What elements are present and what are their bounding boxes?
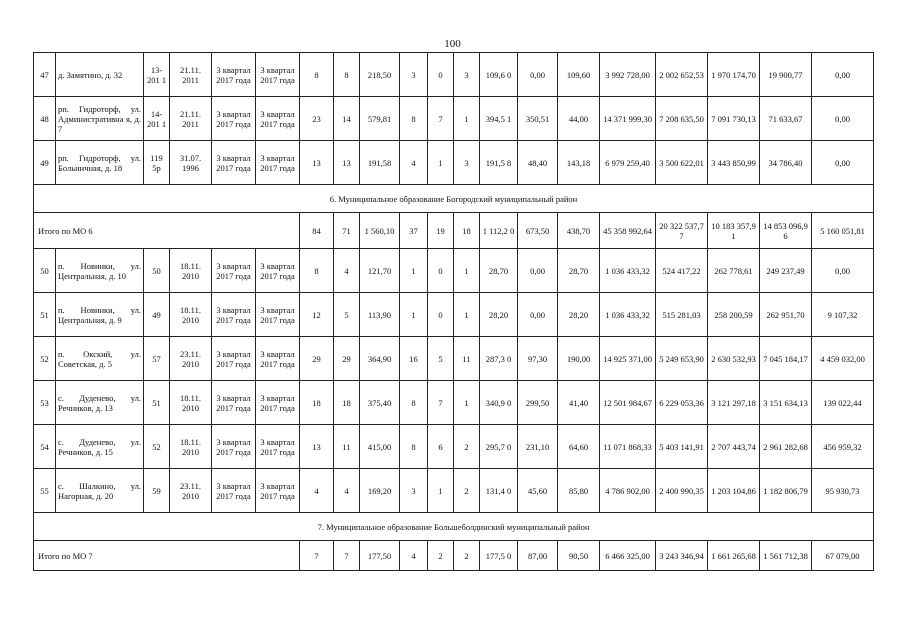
address-cell: рп. Гидроторф, ул. Больничная, д. 18: [56, 141, 144, 185]
value-cell: 45,60: [518, 469, 558, 513]
planned-quarter: 3 квартал 2017 года: [212, 293, 256, 337]
value-cell: 5: [334, 293, 360, 337]
address-cell: рп. Гидроторф, ул. Административна я, д. 7: [56, 97, 144, 141]
planned-quarter: 3 квартал 2017 года: [212, 381, 256, 425]
value-cell: 515 281,03: [656, 293, 708, 337]
value-cell: 0,00: [518, 53, 558, 97]
value-cell: 0: [428, 53, 454, 97]
value-cell: 2 002 652,53: [656, 53, 708, 97]
row-number: 54: [34, 425, 56, 469]
value-cell: 95 930,73: [812, 469, 874, 513]
total-value: 1 560,10: [360, 213, 400, 249]
value-cell: 109,6 0: [480, 53, 518, 97]
value-cell: 1 036 433,32: [600, 293, 656, 337]
value-cell: 249 237,49: [760, 249, 812, 293]
value-cell: 3: [400, 469, 428, 513]
total-value: 7: [334, 541, 360, 571]
total-value: 673,50: [518, 213, 558, 249]
table-row: [34, 469, 874, 513]
value-cell: 5: [428, 337, 454, 381]
total-value: 14 853 096,96: [760, 213, 812, 249]
value-cell: 4: [300, 469, 334, 513]
total-value: 177,5 0: [480, 541, 518, 571]
document-date: 18.11. 2010: [170, 293, 212, 337]
total-value: 6 466 325,00: [600, 541, 656, 571]
value-cell: 2 961 282,68: [760, 425, 812, 469]
value-cell: 1: [428, 469, 454, 513]
value-cell: 12: [300, 293, 334, 337]
value-cell: 3 500 622,01: [656, 141, 708, 185]
deadline-quarter: 3 квартал 2017 года: [256, 53, 300, 97]
value-cell: 97,30: [518, 337, 558, 381]
deadline-quarter: 3 квартал 2017 года: [256, 249, 300, 293]
value-cell: 139 022,44: [812, 381, 874, 425]
document-date: 18.11. 2010: [170, 249, 212, 293]
row-number: 49: [34, 141, 56, 185]
value-cell: 131,4 0: [480, 469, 518, 513]
document-date: 18.11. 2010: [170, 381, 212, 425]
row-number: 55: [34, 469, 56, 513]
value-cell: 364,90: [360, 337, 400, 381]
value-cell: 295,7 0: [480, 425, 518, 469]
deadline-quarter: 3 квартал 2017 года: [256, 425, 300, 469]
total-value: 2: [428, 541, 454, 571]
value-cell: 1: [400, 293, 428, 337]
value-cell: 258 200,59: [708, 293, 760, 337]
value-cell: 3 443 850,99: [708, 141, 760, 185]
value-cell: 394,5 1: [480, 97, 518, 141]
value-cell: 143,18: [558, 141, 600, 185]
total-label: Итого по МО 6: [34, 213, 300, 249]
total-value: 19: [428, 213, 454, 249]
value-cell: 4 786 902,00: [600, 469, 656, 513]
value-cell: 231,10: [518, 425, 558, 469]
deadline-quarter: 3 квартал 2017 года: [256, 469, 300, 513]
value-cell: 7 208 635,50: [656, 97, 708, 141]
row-number: 53: [34, 381, 56, 425]
value-cell: 44,00: [558, 97, 600, 141]
value-cell: 28,20: [558, 293, 600, 337]
value-cell: 262 951,70: [760, 293, 812, 337]
value-cell: 3: [454, 53, 480, 97]
value-cell: 262 778,61: [708, 249, 760, 293]
value-cell: 350,51: [518, 97, 558, 141]
total-value: 7: [300, 541, 334, 571]
value-cell: 34 786,40: [760, 141, 812, 185]
value-cell: 7 045 184,17: [760, 337, 812, 381]
document-number: 59: [144, 469, 170, 513]
value-cell: 5 249 653,90: [656, 337, 708, 381]
total-value: 1 661 265,68: [708, 541, 760, 571]
total-value: 20 322 537,77: [656, 213, 708, 249]
value-cell: 6 229 053,36: [656, 381, 708, 425]
value-cell: 3: [400, 53, 428, 97]
value-cell: 191,58: [360, 141, 400, 185]
value-cell: 6 979 259,40: [600, 141, 656, 185]
value-cell: 85,80: [558, 469, 600, 513]
value-cell: 11: [454, 337, 480, 381]
value-cell: 13: [334, 141, 360, 185]
total-value: 71: [334, 213, 360, 249]
value-cell: 1: [428, 141, 454, 185]
value-cell: 5 403 141,91: [656, 425, 708, 469]
value-cell: 4 459 032,00: [812, 337, 874, 381]
total-value: 5 160 051,81: [812, 213, 874, 249]
value-cell: 1: [454, 249, 480, 293]
row-number: 48: [34, 97, 56, 141]
value-cell: 1 203 104,86: [708, 469, 760, 513]
value-cell: 1 036 433,32: [600, 249, 656, 293]
planned-quarter: 3 квартал 2017 года: [212, 337, 256, 381]
value-cell: 169,20: [360, 469, 400, 513]
value-cell: 16: [400, 337, 428, 381]
address-cell: д. Замятино, д. 32: [56, 53, 144, 97]
value-cell: 18: [300, 381, 334, 425]
value-cell: 0,00: [518, 293, 558, 337]
document-number: 52: [144, 425, 170, 469]
total-value: 1 561 712,38: [760, 541, 812, 571]
document-number: 49: [144, 293, 170, 337]
document-number: 57: [144, 337, 170, 381]
total-value: 3 243 346,94: [656, 541, 708, 571]
total-value: 90,50: [558, 541, 600, 571]
value-cell: 6: [428, 425, 454, 469]
planned-quarter: 3 квартал 2017 года: [212, 249, 256, 293]
value-cell: 1: [454, 97, 480, 141]
value-cell: 8: [400, 425, 428, 469]
table-row: [34, 381, 874, 425]
value-cell: 13: [300, 141, 334, 185]
value-cell: 9 107,32: [812, 293, 874, 337]
value-cell: 19 900,77: [760, 53, 812, 97]
total-value: 177,50: [360, 541, 400, 571]
value-cell: 71 633,67: [760, 97, 812, 141]
value-cell: 375,40: [360, 381, 400, 425]
value-cell: 0,00: [518, 249, 558, 293]
value-cell: 48,40: [518, 141, 558, 185]
section-title: 7. Муниципальное образование Большеболдинский муниципальный район: [34, 513, 874, 541]
value-cell: 1: [454, 381, 480, 425]
value-cell: 415,00: [360, 425, 400, 469]
value-cell: 8: [400, 97, 428, 141]
document-number: 119 5р: [144, 141, 170, 185]
value-cell: 28,70: [558, 249, 600, 293]
section-row: [34, 513, 874, 541]
total-row: [34, 213, 874, 249]
document-date: 21.11. 2011: [170, 53, 212, 97]
document-date: 21.11. 2011: [170, 97, 212, 141]
value-cell: 18: [334, 381, 360, 425]
value-cell: 13: [300, 425, 334, 469]
value-cell: 3 151 634,13: [760, 381, 812, 425]
value-cell: 14 371 999,30: [600, 97, 656, 141]
address-cell: с. Шалкино, ул. Нагорная, д. 20: [56, 469, 144, 513]
total-label: Итого по МО 7: [34, 541, 300, 571]
value-cell: 8: [334, 53, 360, 97]
value-cell: 0: [428, 293, 454, 337]
total-value: 84: [300, 213, 334, 249]
value-cell: 4: [400, 141, 428, 185]
table-row: [34, 425, 874, 469]
deadline-quarter: 3 квартал 2017 года: [256, 337, 300, 381]
value-cell: 12 501 984,67: [600, 381, 656, 425]
row-number: 51: [34, 293, 56, 337]
value-cell: 8: [400, 381, 428, 425]
document-number: 50: [144, 249, 170, 293]
total-value: 18: [454, 213, 480, 249]
total-value: 37: [400, 213, 428, 249]
document-number: 14-201 1: [144, 97, 170, 141]
value-cell: 2 630 532,93: [708, 337, 760, 381]
planned-quarter: 3 квартал 2017 года: [212, 469, 256, 513]
planned-quarter: 3 квартал 2017 года: [212, 425, 256, 469]
value-cell: 28,20: [480, 293, 518, 337]
table-row: [34, 293, 874, 337]
value-cell: 287,3 0: [480, 337, 518, 381]
value-cell: 2 400 990,35: [656, 469, 708, 513]
row-number: 52: [34, 337, 56, 381]
value-cell: 29: [300, 337, 334, 381]
value-cell: 191,5 8: [480, 141, 518, 185]
value-cell: 3 992 728,00: [600, 53, 656, 97]
value-cell: 8: [300, 249, 334, 293]
document-number: 51: [144, 381, 170, 425]
value-cell: 4: [334, 249, 360, 293]
total-value: 45 358 992,64: [600, 213, 656, 249]
address-cell: п. Окский, ул. Советская, д. 5: [56, 337, 144, 381]
address-cell: с. Дуденево, ул. Речников, д. 13: [56, 381, 144, 425]
total-value: 67 079,00: [812, 541, 874, 571]
address-cell: п. Новинки, ул. Центральная, д. 9: [56, 293, 144, 337]
value-cell: 7: [428, 381, 454, 425]
table-row: [34, 141, 874, 185]
value-cell: 3: [454, 141, 480, 185]
address-cell: п. Новинки, ул. Центральная, д. 10: [56, 249, 144, 293]
value-cell: 7 091 730,13: [708, 97, 760, 141]
document-date: 31.07. 1996: [170, 141, 212, 185]
total-value: 10 183 357,91: [708, 213, 760, 249]
value-cell: 0: [428, 249, 454, 293]
value-cell: 1: [400, 249, 428, 293]
address-cell: с. Дуденево, ул. Речников, д. 15: [56, 425, 144, 469]
value-cell: 2: [454, 425, 480, 469]
value-cell: 113,90: [360, 293, 400, 337]
document-date: 23.11. 2010: [170, 337, 212, 381]
value-cell: 299,50: [518, 381, 558, 425]
value-cell: 0,00: [812, 249, 874, 293]
row-number: 50: [34, 249, 56, 293]
deadline-quarter: 3 квартал 2017 года: [256, 141, 300, 185]
value-cell: 456 959,32: [812, 425, 874, 469]
value-cell: 1: [454, 293, 480, 337]
document-number: 13-201 1: [144, 53, 170, 97]
value-cell: 190,00: [558, 337, 600, 381]
document-date: 18.11. 2010: [170, 425, 212, 469]
deadline-quarter: 3 квартал 2017 года: [256, 293, 300, 337]
deadline-quarter: 3 квартал 2017 года: [256, 97, 300, 141]
value-cell: 121,70: [360, 249, 400, 293]
value-cell: 2 707 443,74: [708, 425, 760, 469]
table-row: [34, 249, 874, 293]
table-row: [34, 53, 874, 97]
value-cell: 340,9 0: [480, 381, 518, 425]
value-cell: 3 121 297,18: [708, 381, 760, 425]
value-cell: 218,50: [360, 53, 400, 97]
planned-quarter: 3 квартал 2017 года: [212, 141, 256, 185]
housing-table: [33, 52, 874, 571]
value-cell: 8: [300, 53, 334, 97]
document-date: 23.11. 2010: [170, 469, 212, 513]
total-row: [34, 541, 874, 571]
deadline-quarter: 3 квартал 2017 года: [256, 381, 300, 425]
total-value: 438,70: [558, 213, 600, 249]
value-cell: 0,00: [812, 53, 874, 97]
value-cell: 1 182 806,79: [760, 469, 812, 513]
section-title: 6. Муниципальное образование Богородский муниципальный район: [34, 185, 874, 213]
table-row: [34, 97, 874, 141]
value-cell: 579,81: [360, 97, 400, 141]
value-cell: 2: [454, 469, 480, 513]
value-cell: 11: [334, 425, 360, 469]
value-cell: 524 417,22: [656, 249, 708, 293]
value-cell: 28,70: [480, 249, 518, 293]
value-cell: 14 925 371,00: [600, 337, 656, 381]
total-value: 1 112,2 0: [480, 213, 518, 249]
total-value: 4: [400, 541, 428, 571]
value-cell: 11 071 868,33: [600, 425, 656, 469]
value-cell: 0,00: [812, 141, 874, 185]
value-cell: 29: [334, 337, 360, 381]
value-cell: 23: [300, 97, 334, 141]
page-number: 100: [444, 38, 461, 50]
value-cell: 109,60: [558, 53, 600, 97]
value-cell: 7: [428, 97, 454, 141]
table-row: [34, 337, 874, 381]
section-row: [34, 185, 874, 213]
value-cell: 1 970 174,70: [708, 53, 760, 97]
row-number: 47: [34, 53, 56, 97]
value-cell: 0,00: [812, 97, 874, 141]
planned-quarter: 3 квартал 2017 года: [212, 97, 256, 141]
value-cell: 64,60: [558, 425, 600, 469]
value-cell: 41,40: [558, 381, 600, 425]
value-cell: 4: [334, 469, 360, 513]
total-value: 2: [454, 541, 480, 571]
planned-quarter: 3 квартал 2017 года: [212, 53, 256, 97]
total-value: 87,00: [518, 541, 558, 571]
value-cell: 14: [334, 97, 360, 141]
